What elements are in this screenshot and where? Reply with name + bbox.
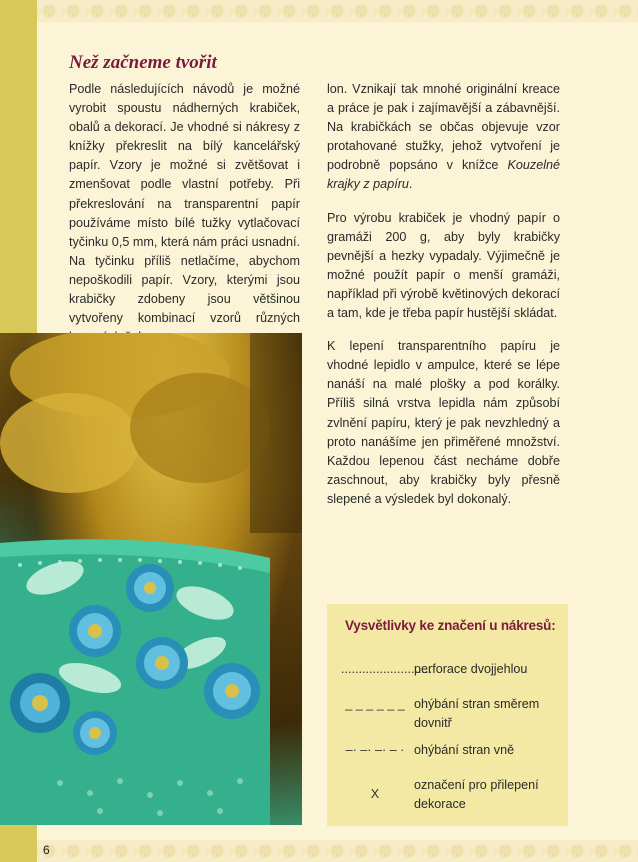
decorated-box-photo — [0, 333, 302, 825]
legend-text: ohýbání stran směrem dovnitř — [414, 697, 540, 730]
right-text-column — [327, 80, 560, 523]
perforation-symbol: .......................... — [341, 662, 432, 676]
paragraph: Podle následujících návodů je možné vyrobit spoustu nádherných krabiček, obalů a dekorací. Je vhodné si nákresy z knížky překreslit na bílý kancelářský papír. Vzory je možné si zvětšovat i zmenšovat podle vlastní potřeby. Při překreslování na transparentní papír používáme místo bílé tužky vytlačovací tyčinku 0,5 mm, která nám práci usnadní. Na tyčinku příliš netlačíme, abychom nepoškodili papír. Vzory, kterými jsou krabičky zdobeny jsou většinou vytvořeny kombinací vzorů různých — [69, 82, 300, 326]
legend-box — [327, 604, 568, 826]
left-text-column — [69, 80, 300, 361]
legend-text: označení pro přilepení dekorace — [414, 778, 539, 811]
box-illustration — [0, 333, 302, 825]
top-lace-border — [37, 0, 638, 22]
section-heading: Než začneme tvořit — [69, 52, 217, 73]
fold-outward-symbol: –· –· –· – · — [345, 743, 405, 757]
paragraph: K lepení transparentního papíru je vhodné lepidlo v ampulce, které se lépe nanáší na malé plošky a pod korálky. Příliš silná vrstva lepidla nám způsobí zvlnění papíru, který je pak nevzhledný a proto nanášíme jen přiměřené množství. Každou lepenou část necháme dobře zaschnout, aby krabičky byly přesně slepené a výsledek byl dokonalý. — [327, 339, 560, 506]
bottom-lace-border — [37, 840, 638, 862]
page-number: 6 — [43, 843, 50, 857]
legend-text: perforace dvojjehlou — [414, 662, 528, 676]
glue-mark-symbol: X — [370, 787, 380, 801]
fold-inward-symbol: _ _ _ _ _ _ — [345, 697, 405, 711]
legend-text: ohýbání stran vně — [414, 743, 515, 757]
legend-title: Vysvětlivky ke značení u nákresů: — [345, 618, 556, 633]
paragraph: Pro výrobu krabiček je vhodný papír o gramáži 200 g, aby byly krabičky pevnější a hezky vypadaly. Výjimečně je možné použít papír o menší gramáži, například při výrobě květinových dekorací a tam, kde je třeba papír hustější skládat. — [327, 210, 560, 321]
paragraph: lon. Vznikají tak mnohé originální kreace a práce je pak i zajímavější a zábavnější. Na krabičkách se občas objevuje vzor protahované stužky, jehož vytvoření je podrobně popsáno v knížce Kouzelné krajky z papíru. — [327, 82, 560, 192]
